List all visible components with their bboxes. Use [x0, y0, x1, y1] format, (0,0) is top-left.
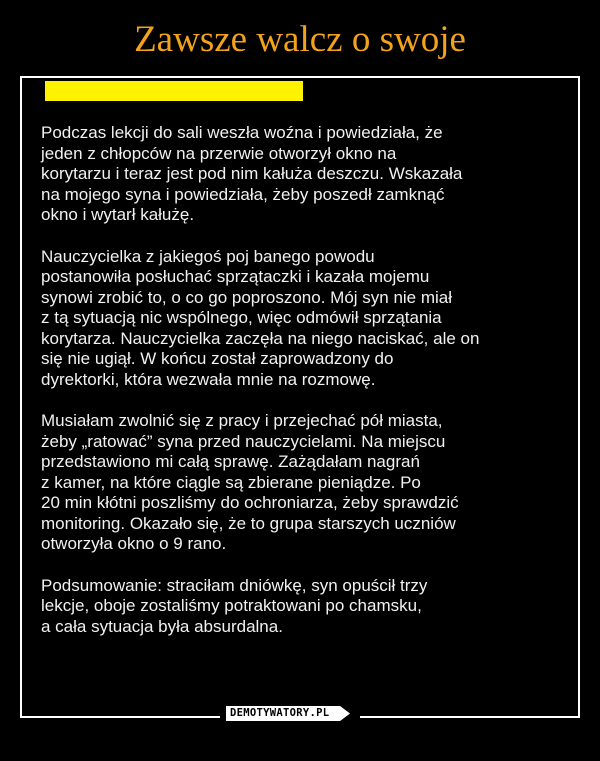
story-line: korytarzu i teraz jest pod nim kałuża deszczu. Wskazała: [41, 164, 463, 183]
story-line: Nauczycielka z jakiegoś poj banego powodu: [41, 246, 375, 266]
story-line: żeby „ratować” syna przed nauczycielami. Na miejscu: [41, 431, 446, 451]
story-line: Musiałam zwolnić się z pracy i przejechać pół miasta,: [41, 411, 443, 430]
story-line: z kamer, na które ciągle są zbierane pieniądze. Po: [41, 472, 421, 492]
story-line: synowi zrobić to, o co go poproszono. Mój syn nie miał: [41, 287, 453, 307]
story-paragraph-3: [41, 411, 571, 555]
story-paragraph-4: [41, 576, 571, 638]
story-line: okno i wytarł kałużę.: [41, 205, 195, 224]
story-line: jeden z chłopców na przerwie otworzył okno na: [41, 143, 397, 163]
story-paragraph-2: [41, 247, 571, 391]
story-line: monitoring. Okazało się, że to grupa starszych uczniów: [41, 513, 456, 533]
page-title: Zawsze walcz o swoje: [134, 19, 466, 60]
story-line: Podsumowanie: straciłam dniówkę, syn opuścił trzy: [41, 575, 428, 595]
story-line: dyrektorki, która wezwała mnie na rozmowę.: [41, 369, 376, 389]
story-paragraph-1: [41, 123, 571, 226]
story-line: się nie ugiął. W końcu został zaprowadzony do: [41, 349, 394, 368]
story-line: postanowiła posłuchać sprzątaczki i kazała mojemu: [41, 267, 430, 286]
story-line: a cała sytuacja była absurdalna.: [41, 616, 283, 636]
demotivator-frame: [20, 76, 580, 718]
story-text: [41, 123, 571, 658]
watermark-text: DEMOTYWATORY.PL: [230, 707, 330, 719]
story-line: z tą sytuacją nic wspólnego, więc odmówił sprzątania: [41, 308, 442, 327]
story-line: na mojego syna i powiedziała, żeby poszedł zamknąć: [41, 184, 445, 204]
story-line: korytarza. Nauczycielka zaczęła na niego naciskać, ale on: [41, 328, 480, 348]
story-line: 20 min kłótni poszliśmy do ochroniarza, żeby sprawdzić: [41, 493, 459, 512]
story-line: lekcje, oboje zostaliśmy potraktowani po chamsku,: [41, 596, 422, 615]
highlight-bar: [45, 81, 303, 101]
story-line: przedstawiono mi całą sprawę. Zażądałam nagrań: [41, 452, 420, 471]
story-line: otworzyła okno o 9 rano.: [41, 534, 227, 553]
watermark-badge: [220, 705, 360, 723]
story-line: Podczas lekcji do sali weszła woźna i powiedziała, że: [41, 123, 443, 142]
